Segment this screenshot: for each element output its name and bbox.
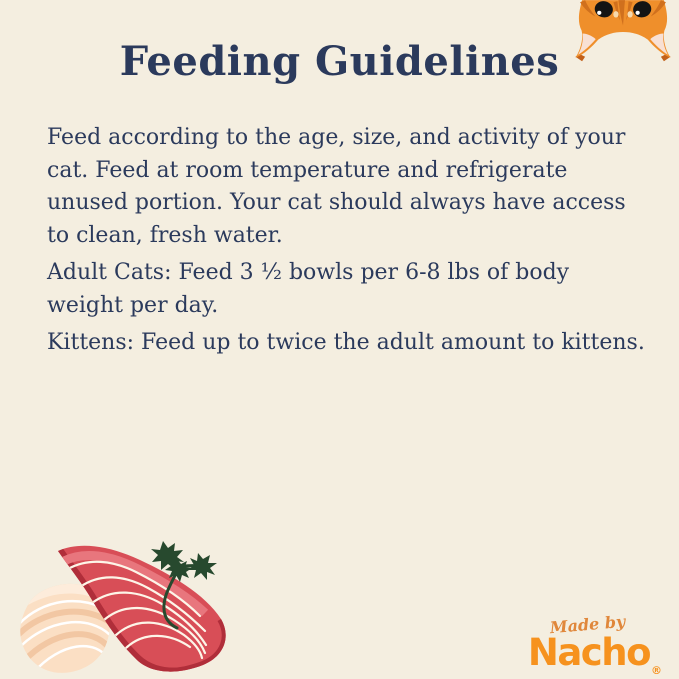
- brand-wordmark: [527, 631, 662, 677]
- text-line: cat. Feed at room temperature and refrigerate: [47, 157, 568, 183]
- brand-name: Nacho: [527, 631, 650, 674]
- text-line: Kittens: Feed up to twice the adult amount to kittens.: [47, 330, 645, 355]
- guidelines-text: [47, 122, 647, 365]
- adult-cats-paragraph: [47, 257, 647, 322]
- page-title: Feeding Guidelines: [119, 38, 560, 85]
- registered-trademark-icon: ®: [651, 664, 662, 677]
- text-line: weight per day.: [47, 292, 219, 318]
- text-line: to clean, fresh water.: [47, 222, 283, 248]
- text-line: Adult Cats: Feed 3 ½ bowls per 6-8 lbs of body: [47, 260, 570, 285]
- brand-logo: [527, 611, 662, 677]
- made-by-script: Made by: [548, 611, 626, 638]
- kittens-paragraph: [47, 327, 647, 360]
- text-line: unused portion. Your cat should always have access: [47, 190, 626, 215]
- salmon-illustration-icon: [12, 539, 237, 679]
- intro-paragraph: [47, 122, 647, 252]
- text-line: Feed according to the age, size, and activity of your: [47, 125, 626, 150]
